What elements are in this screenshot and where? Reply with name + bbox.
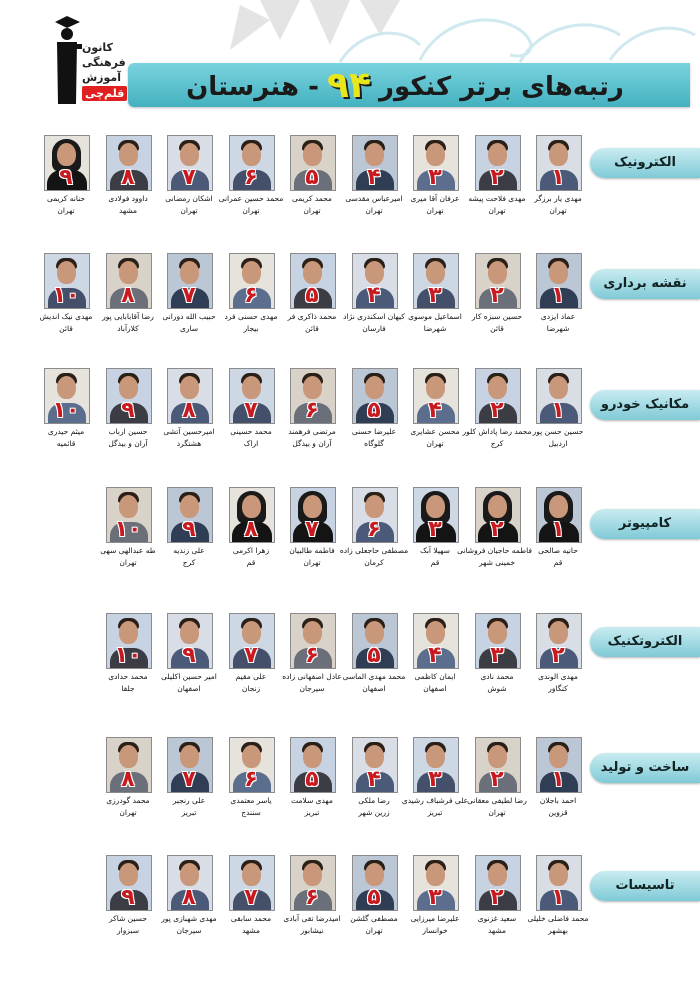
page-title [150, 66, 660, 106]
student-name: عرفان آقا میری [410, 194, 460, 203]
rank-number: ۳ [428, 885, 442, 910]
rank-number: ۸ [121, 767, 135, 792]
student-name: اشکان رمضانی [165, 194, 213, 203]
student-name: فاطمه طالبیان [289, 546, 335, 555]
student-city: بهشهر [548, 926, 568, 935]
student-name: یاسر معتمدی [230, 796, 272, 805]
student-city: کلارآباد [117, 324, 139, 333]
rank-number: ۶ [367, 517, 381, 542]
rank-number: ۳ [428, 165, 442, 190]
student-city: تهران [488, 206, 506, 215]
student-city: کرج [182, 558, 196, 567]
student-city: تهران [57, 206, 75, 215]
student-name: محمد حسین عمرانی [218, 194, 284, 203]
rank-number: ۱۰ [52, 283, 80, 308]
rank-number: ۷ [182, 283, 196, 308]
student-city: خوانسار [422, 926, 448, 935]
rank-number: ۷ [244, 885, 258, 910]
rank-number: ۱ [551, 283, 565, 308]
rank-number: ۸ [121, 165, 135, 190]
student-city: تهران [119, 808, 137, 817]
rank-number: ۶ [244, 283, 258, 308]
rank-number: ۲ [551, 643, 565, 668]
rank-number: ۲ [490, 283, 504, 308]
student-city: شوش [487, 684, 507, 693]
student-name: کیهان اسکندری نژاد [343, 312, 405, 321]
rank-number: ۵ [367, 885, 381, 910]
student-city: تهران [303, 206, 321, 215]
section [0, 855, 700, 965]
student-name: حانیه صالحی [538, 546, 578, 555]
rank-number: ۵ [367, 643, 381, 668]
section [0, 613, 700, 723]
student-name: رضا آقابابایی پور [102, 312, 154, 321]
section [0, 253, 700, 363]
student-name: حسین شاکر [109, 914, 147, 923]
rank-number: ۹ [121, 398, 135, 423]
student-name: علی مقیم [235, 672, 267, 681]
graduate-figure-icon [52, 14, 82, 106]
rank-number: ۱ [551, 767, 565, 792]
student-city: تهران [365, 206, 383, 215]
title-suffix: - هنرستان [186, 72, 319, 102]
student-name: امیرعباس مقدسی [345, 194, 403, 203]
student-city: اصفهان [423, 684, 447, 693]
student-name: اسماعیل موسوی [408, 312, 462, 321]
student-name: سهیلا آبک [420, 546, 450, 555]
student-name: طه عبدالهی سهی [100, 546, 156, 555]
student-name: محمد فاضلی خلیلی [527, 914, 589, 923]
rank-number: ۶ [305, 398, 319, 423]
student-city: آران و بیدگل [292, 439, 332, 448]
rank-number: ۷ [244, 398, 258, 423]
student-city: تهران [303, 558, 321, 567]
student-city: تهران [365, 926, 383, 935]
rank-number: ۳ [428, 283, 442, 308]
rank-number: ۹ [182, 517, 196, 542]
section-label: الکترونیک [614, 155, 676, 170]
rank-number: ۱۰ [52, 398, 80, 423]
student-city: زنجان [241, 684, 261, 693]
rank-number: ۱ [551, 517, 565, 542]
student-city: شهرضا [423, 324, 447, 333]
student-name: علیرضا میرزایی [410, 914, 460, 923]
student-name: امیدرضا تقی آبادی [283, 914, 341, 923]
student-name: ایمان کاظمی [414, 672, 456, 681]
student-city: تهران [426, 439, 444, 448]
student-name: محمد مهدی الماسی [342, 672, 406, 681]
rank-number: ۸ [244, 517, 258, 542]
student-city: تبریز [181, 808, 197, 817]
student-city: قم [246, 558, 256, 567]
student-name: فاطمه حاجیان فروشانی [457, 546, 532, 555]
rank-number: ۵ [305, 767, 319, 792]
student-name: علیرضا حسنی [351, 427, 397, 436]
decorative-swirl [140, 0, 700, 70]
section-label: ساخت و تولید [600, 760, 690, 775]
student-name: سعید غزنوی [477, 914, 517, 923]
student-name: محمد سابقی [230, 914, 272, 923]
student-city: کرج [490, 439, 504, 448]
student-name: مصطفی حاجعلی زاده [339, 546, 409, 555]
student-city: تهران [488, 808, 506, 817]
section-label: مکانیک خودرو [600, 397, 690, 412]
student-city: خمینی شهر [478, 558, 515, 567]
student-name: عادل اصفهانی زاده [282, 672, 342, 681]
student-name: عماد ایزدی [540, 312, 576, 321]
rank-number: ۴ [367, 767, 381, 792]
student-city: گلوگاه [364, 439, 384, 448]
student-name: حسین ارباب [108, 427, 148, 436]
rank-number: ۳ [428, 517, 442, 542]
student-name: مهدی سلامت [291, 796, 333, 805]
rank-number: ۷ [305, 517, 319, 542]
student-city: نیشابور [300, 926, 324, 935]
student-city: بیجار [243, 324, 259, 333]
rank-number: ۸ [121, 283, 135, 308]
rank-number: ۷ [182, 165, 196, 190]
student-name: میثم حیدری [47, 427, 85, 436]
student-name: محمد کریمی [292, 194, 332, 203]
student-name: مهدی یار برزگر [534, 194, 582, 203]
student-city: اصفهان [177, 684, 201, 693]
student-city: قائن [490, 324, 504, 333]
rank-number: ۲ [490, 398, 504, 423]
rank-number: ۲ [490, 165, 504, 190]
student-name: محسن عشایری [410, 427, 460, 436]
student-city: ساری [179, 324, 199, 333]
student-city: فارسان [362, 324, 386, 333]
title-main: رتبه‌های برتر کنکور [379, 72, 624, 102]
student-city: تهران [549, 206, 567, 215]
student-name: علی فرشباف رشیدی [401, 796, 469, 805]
rank-number: ۷ [244, 643, 258, 668]
logo-line-brand: قلم‌چی [82, 86, 127, 101]
student-city: تهران [242, 206, 260, 215]
rank-number: ۵ [305, 283, 319, 308]
student-city: تهران [180, 206, 198, 215]
student-name: احمد باجلان [539, 796, 577, 805]
student-city: کرمان [364, 558, 384, 567]
rank-number: ۵ [305, 165, 319, 190]
student-city: سبزوار [116, 926, 139, 935]
rank-number: ۶ [305, 643, 319, 668]
student-city: هشتگرد [176, 439, 202, 448]
student-name: حبیب الله دورانی [162, 312, 216, 321]
student-city: تهران [119, 558, 137, 567]
student-city: مشهد [487, 926, 507, 935]
student-name: مهدی نیک اندیش [39, 312, 93, 321]
section [0, 487, 700, 597]
rank-number: ۸ [182, 885, 196, 910]
student-name: مرتضی فرهمند [288, 427, 336, 436]
section-label: نقشه برداری [603, 276, 687, 291]
student-name: علی رنجبر [172, 796, 206, 805]
student-name: مهدی الوندی [538, 672, 578, 681]
student-name: محمد رضا پاداش کلور [462, 427, 532, 436]
logo-line: آموزش [82, 71, 121, 84]
rank-number: ۶ [305, 885, 319, 910]
section [0, 368, 700, 478]
student-name: مهدی شهبازی پور [161, 914, 217, 923]
student-name: محمد گودرزی [106, 796, 150, 805]
student-city: قائمیه [56, 439, 76, 448]
student-city: آران و بیدگل [108, 439, 148, 448]
title-year: ۹۴ [327, 65, 371, 106]
rank-number: ۳ [490, 643, 504, 668]
student-city: قائن [59, 324, 73, 333]
student-name: حنانه کریمی [46, 194, 86, 203]
student-city: تبریز [304, 808, 320, 817]
rank-number: ۷ [182, 767, 196, 792]
logo-line: فرهنگی [82, 56, 126, 69]
student-name: مصطفی گلشن [350, 914, 398, 923]
student-name: رضا لطیفی معقانی [467, 796, 527, 805]
rank-number: ۳ [428, 767, 442, 792]
student-city: مشهد [118, 206, 138, 215]
student-city: سیرجان [299, 684, 325, 693]
rank-number: ۲ [490, 767, 504, 792]
logo-text [82, 40, 126, 101]
student-city: اصفهان [362, 684, 386, 693]
student-city: تبریز [427, 808, 443, 817]
rank-number: ۴ [428, 643, 442, 668]
student-name: امیرحسین آتشی [163, 427, 215, 436]
student-name: مهدی فلاحت پیشه [468, 194, 526, 203]
student-city: زرین شهر [358, 808, 390, 817]
student-name: علی زندیه [173, 546, 205, 555]
rank-number: ۵ [367, 398, 381, 423]
section [0, 135, 700, 245]
section [0, 737, 700, 847]
section-label: الکتروتکنیک [607, 634, 683, 649]
student-city: شهرضا [546, 324, 570, 333]
section-label: تاسیسات [615, 878, 675, 893]
student-name: حسین سبزه کار [471, 312, 523, 321]
rank-number: ۱ [551, 885, 565, 910]
student-city: اراک [243, 439, 259, 448]
rank-number: ۶ [244, 767, 258, 792]
student-city: کنگاور [548, 684, 568, 693]
rank-number: ۱۰ [114, 643, 142, 668]
rank-number: ۴ [367, 283, 381, 308]
student-name: مهدی حسنی فرد [224, 312, 278, 321]
rank-number: ۱۰ [114, 517, 142, 542]
student-name: امیر حسین اکلیلی [161, 672, 217, 681]
rank-number: ۸ [182, 398, 196, 423]
student-name: محمد حسینی [230, 427, 272, 436]
student-city: تهران [426, 206, 444, 215]
student-name: زهرا اکرمی [232, 546, 270, 555]
rank-number: ۹ [59, 165, 73, 190]
student-city: اردبیل [548, 439, 568, 448]
student-city: قم [430, 558, 440, 567]
student-name: محمد ذاکری فر [287, 312, 337, 321]
logo-line: کانون [82, 41, 113, 54]
rank-number: ۹ [182, 643, 196, 668]
student-name: محمد حدادی [108, 672, 148, 681]
rank-number: ۶ [244, 165, 258, 190]
student-city: سنندج [241, 808, 261, 817]
student-name: محمد نادی [480, 672, 514, 681]
student-city: سیرجان [176, 926, 202, 935]
student-city: قائن [305, 324, 319, 333]
student-city: قزوین [548, 808, 568, 817]
student-name: حسین حسن پور [532, 427, 584, 436]
student-name: داوود فولادی [108, 194, 148, 203]
logo [52, 14, 124, 114]
rank-number: ۴ [428, 398, 442, 423]
student-city: جلفا [121, 684, 135, 693]
student-name: رضا ملکی [358, 796, 390, 805]
rank-number: ۲ [490, 885, 504, 910]
section-label: کامپیوتر [618, 516, 672, 531]
rank-number: ۴ [367, 165, 381, 190]
student-city: مشهد [241, 926, 261, 935]
rank-number: ۱ [551, 398, 565, 423]
rank-number: ۹ [121, 885, 135, 910]
rank-number: ۲ [490, 517, 504, 542]
rank-number: ۱ [551, 165, 565, 190]
student-city: قم [553, 558, 563, 567]
